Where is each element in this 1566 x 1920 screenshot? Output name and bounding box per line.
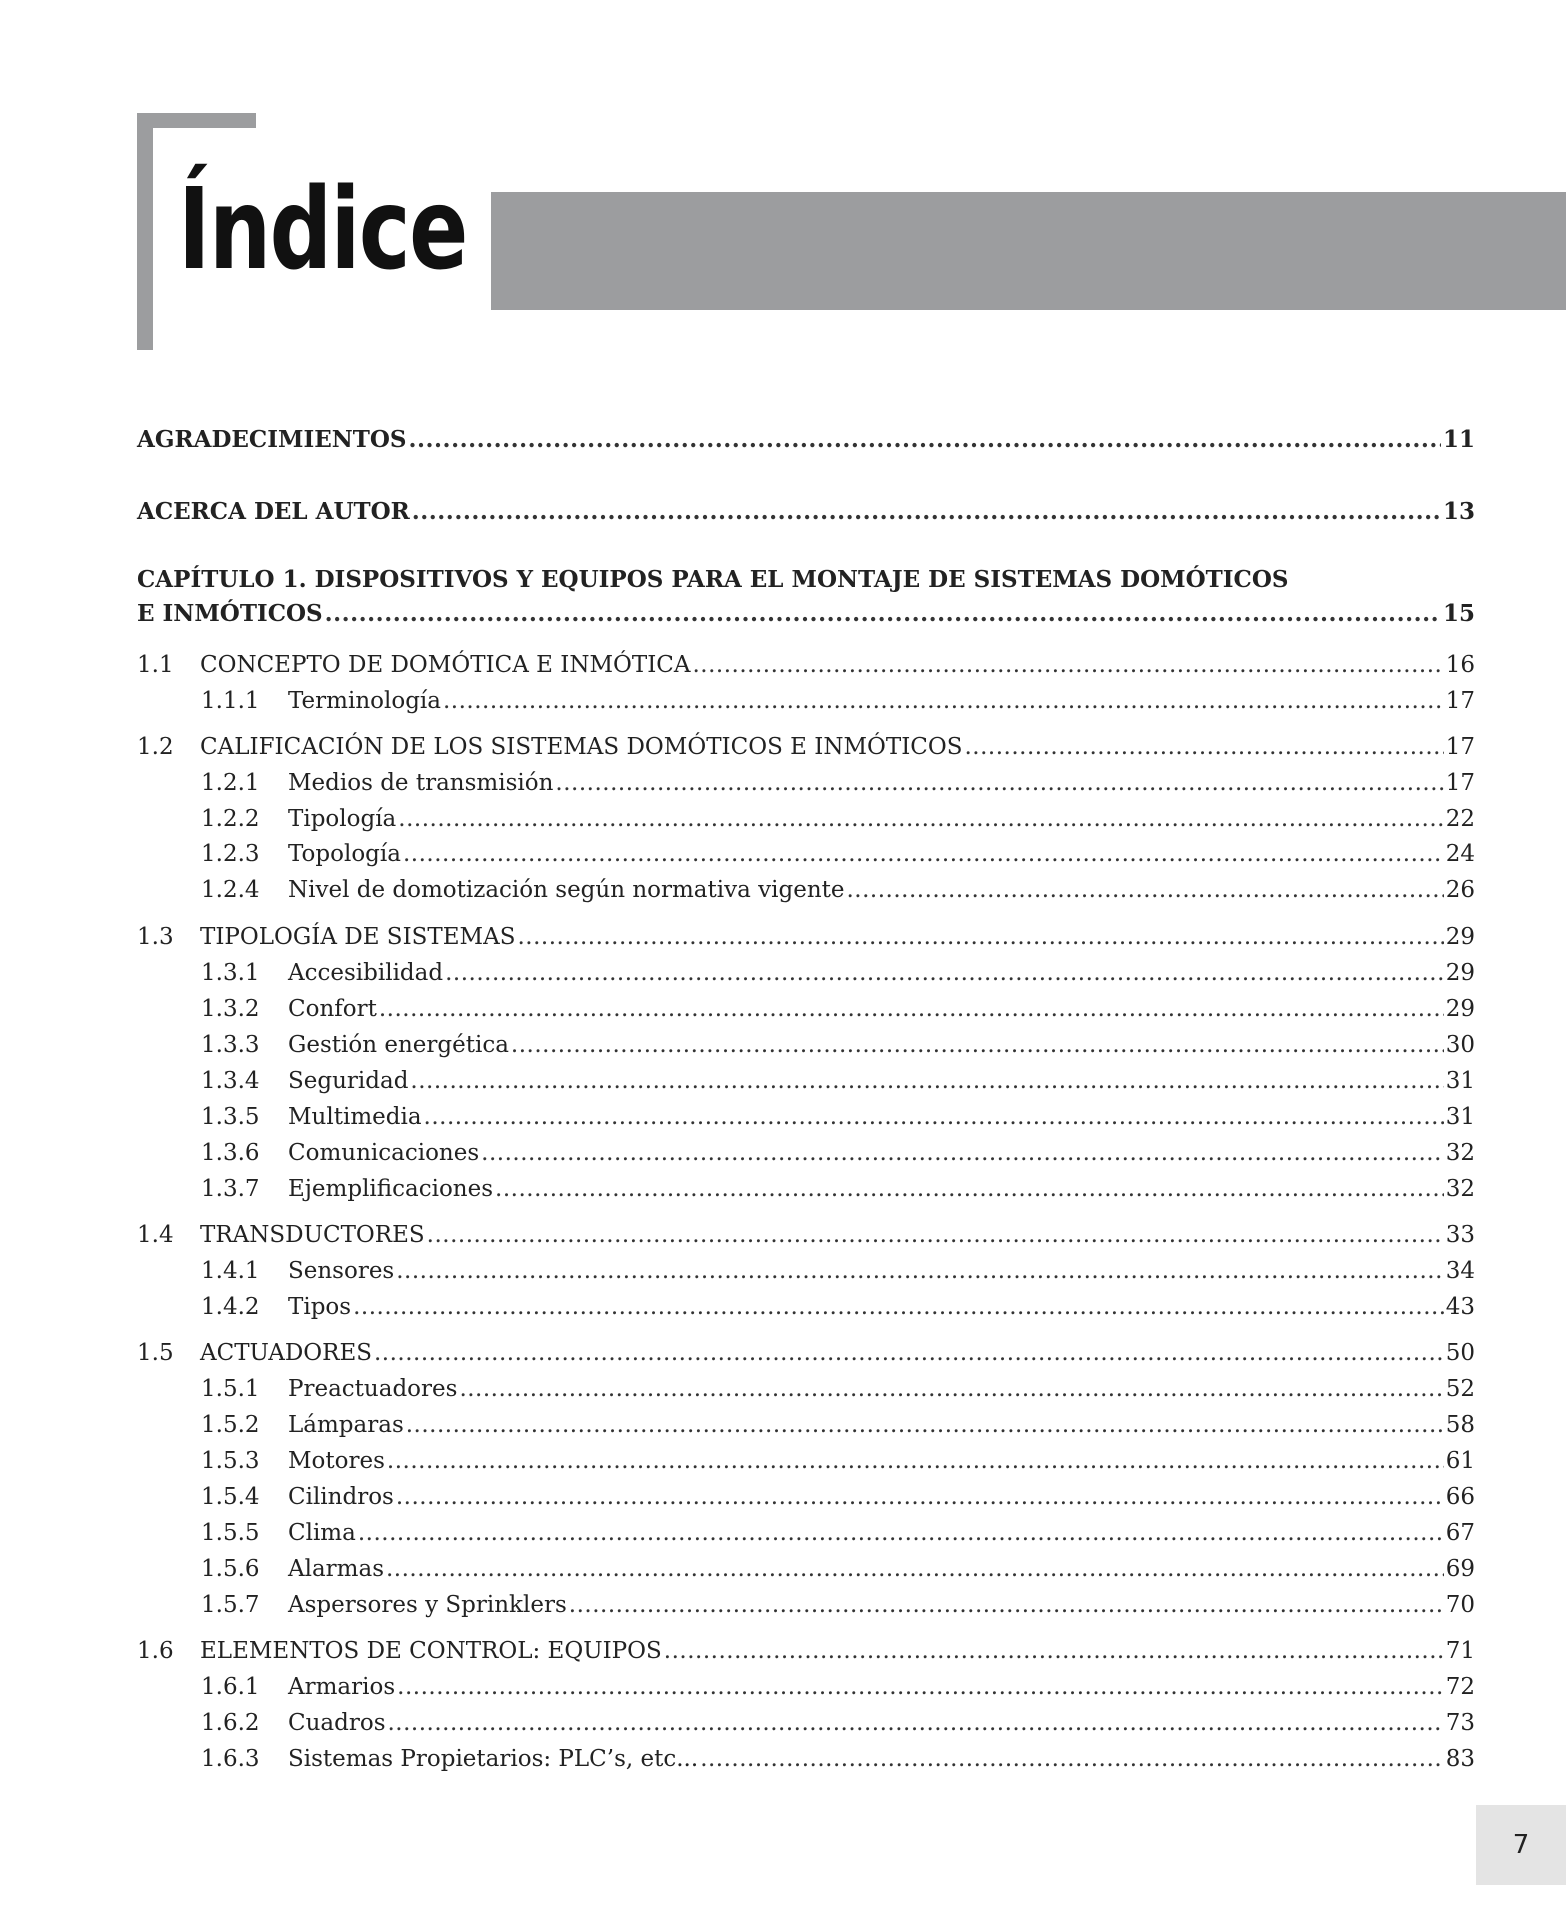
toc-page-number: 72: [1445, 1674, 1475, 1700]
page-number: 7: [1476, 1805, 1566, 1885]
toc-section-number: 1.5.3: [201, 1448, 260, 1474]
toc-page-number: 58: [1445, 1412, 1475, 1438]
toc-label: Tipología: [288, 806, 397, 832]
toc-label: Cuadros: [288, 1710, 386, 1736]
toc-page-number: 22: [1445, 806, 1475, 832]
toc-label: ACERCA DEL AUTOR: [137, 498, 410, 525]
toc-leader-dots: [396, 1482, 1444, 1512]
toc-entry[interactable]: [137, 1030, 1475, 1060]
toc-page-number: 43: [1445, 1294, 1475, 1320]
toc-leader-dots: [511, 1030, 1444, 1060]
toc-section-number: 1.5.7: [201, 1592, 260, 1618]
toc-label: Seguridad: [288, 1068, 409, 1094]
toc-page-number: 31: [1445, 1104, 1475, 1130]
toc-leader-dots: [517, 922, 1443, 952]
toc-page-number: 29: [1445, 996, 1475, 1022]
toc-page-number: 83: [1445, 1746, 1475, 1772]
toc-section-number: 1.3.7: [201, 1176, 260, 1202]
toc-label: ELEMENTOS DE CONTROL: EQUIPOS: [200, 1638, 662, 1664]
toc-label: E INMÓTICOS: [137, 600, 323, 627]
toc-section-number: 1.6.1: [201, 1674, 260, 1700]
toc-page-number: 29: [1445, 924, 1475, 950]
toc-leader-dots: [481, 1138, 1444, 1168]
toc-label: Tipos: [288, 1294, 352, 1320]
toc-leader-dots: [374, 1338, 1444, 1368]
toc-leader-dots: [403, 839, 1444, 869]
toc-leader-dots: [353, 1292, 1444, 1322]
toc-leader-dots: [555, 768, 1443, 798]
toc-label: Lámparas: [288, 1412, 404, 1438]
toc-leader-dots: [388, 1708, 1444, 1738]
title-bracket-horizontal: [137, 113, 256, 128]
toc-entry[interactable]: [137, 1374, 1475, 1404]
toc-leader-dots: [693, 650, 1444, 680]
toc-entry[interactable]: [137, 1554, 1475, 1584]
toc-leader-dots: [700, 1744, 1444, 1774]
toc-leader-dots: [386, 1554, 1444, 1584]
toc-page-number: 13: [1442, 498, 1475, 525]
toc-section-number: 1.5.6: [201, 1556, 260, 1582]
toc-section-number: 1.3.2: [201, 996, 260, 1022]
toc-page-number: 32: [1445, 1176, 1475, 1202]
toc-page-number: 71: [1445, 1638, 1475, 1664]
toc-section-number: 1.6.3: [201, 1746, 260, 1772]
toc-entry[interactable]: [137, 425, 1475, 455]
toc-leader-dots: [358, 1518, 1444, 1548]
toc-entry[interactable]: [137, 1292, 1475, 1322]
toc-leader-dots: [398, 804, 1443, 834]
toc-section-number: 1.5: [137, 1340, 174, 1366]
toc-leader-dots: [397, 1672, 1444, 1702]
toc-label: Topología: [288, 841, 401, 867]
toc-section-number: 1.1.1: [201, 688, 260, 714]
toc-page-number: 73: [1445, 1710, 1475, 1736]
toc-page-number: 50: [1445, 1340, 1475, 1366]
toc-label: Gestión energética: [288, 1032, 509, 1058]
toc-section-number: 1.5.1: [201, 1376, 260, 1402]
toc-section-number: 1.3.3: [201, 1032, 260, 1058]
toc-section-number: 1.2: [137, 734, 174, 760]
toc-entry[interactable]: [137, 1446, 1475, 1476]
toc-entry[interactable]: [137, 768, 1475, 798]
toc-label: Cilindros: [288, 1484, 394, 1510]
toc-page-number: 66: [1445, 1484, 1475, 1510]
toc-page-number: 24: [1445, 841, 1475, 867]
toc-entry[interactable]: [137, 1636, 1475, 1666]
toc-page-number: 61: [1445, 1448, 1475, 1474]
toc-section-number: 1.4.1: [201, 1258, 260, 1284]
toc-page-number: 52: [1445, 1376, 1475, 1402]
toc-page-number: 15: [1442, 600, 1475, 627]
title-band: [491, 192, 1566, 310]
toc-section-number: 1.6.2: [201, 1710, 260, 1736]
toc-label: Aspersores y Sprinklers: [288, 1592, 567, 1618]
toc-label: CONCEPTO DE DOMÓTICA E INMÓTICA: [200, 652, 691, 678]
toc-section-number: 1.3.4: [201, 1068, 260, 1094]
toc-section-number: 1.1: [137, 652, 174, 678]
toc-label: Accesibilidad: [288, 960, 444, 986]
toc-label: Armarios: [288, 1674, 396, 1700]
toc-label: Preactuadores: [288, 1376, 458, 1402]
toc-leader-dots: [412, 497, 1441, 527]
toc-entry[interactable]: [137, 804, 1475, 834]
toc-section-number: 1.6: [137, 1638, 174, 1664]
title-bracket-vertical: [137, 113, 153, 350]
toc-label: Sensores: [288, 1258, 395, 1284]
toc-label: CALIFICACIÓN DE LOS SISTEMAS DOMÓTICOS E INMÓTICOS: [200, 734, 963, 760]
toc-leader-dots: [664, 1636, 1444, 1666]
toc-entry[interactable]: [137, 497, 1475, 527]
toc-leader-dots: [325, 599, 1441, 629]
toc-leader-dots: [410, 1066, 1443, 1096]
toc-label: Comunicaciones: [288, 1140, 480, 1166]
toc-leader-dots: [495, 1174, 1444, 1204]
toc-entry[interactable]: [137, 1708, 1475, 1738]
toc-page-number: 31: [1445, 1068, 1475, 1094]
toc-entry[interactable]: [137, 732, 1475, 762]
toc-leader-dots: [379, 994, 1444, 1024]
toc-entry[interactable]: [137, 1590, 1475, 1620]
toc-entry[interactable]: [137, 1138, 1475, 1168]
toc-section-number: 1.3.1: [201, 960, 260, 986]
toc-entry[interactable]: [137, 1744, 1475, 1774]
toc-label: Multimedia: [288, 1104, 422, 1130]
toc-label: TIPOLOGÍA DE SISTEMAS: [200, 924, 516, 950]
toc-page-number: 17: [1445, 770, 1475, 796]
toc-page-number: 32: [1445, 1140, 1475, 1166]
toc-entry[interactable]: [137, 1256, 1475, 1286]
toc-entry[interactable]: [137, 1066, 1475, 1096]
toc-section-number: 1.5.2: [201, 1412, 260, 1438]
toc-page-number: 16: [1445, 652, 1475, 678]
toc-page-number: 70: [1445, 1592, 1475, 1618]
toc-page-number: 17: [1445, 734, 1475, 760]
toc-page-number: 29: [1445, 960, 1475, 986]
toc-label: Medios de transmisión: [288, 770, 554, 796]
toc-label: Motores: [288, 1448, 385, 1474]
page-title: Índice: [178, 165, 467, 295]
toc-leader-dots: [387, 1446, 1444, 1476]
toc-chapter-title-line: [137, 565, 1475, 595]
toc-section-number: 1.4.2: [201, 1294, 260, 1320]
toc-label: ACTUADORES: [200, 1340, 372, 1366]
toc-label: CAPÍTULO 1. DISPOSITIVOS Y EQUIPOS PARA EL MONTAJE DE SISTEMAS DOMÓTICOS: [137, 566, 1289, 593]
toc-page-number: 30: [1445, 1032, 1475, 1058]
toc-section-number: 1.3.6: [201, 1140, 260, 1166]
toc-entry[interactable]: [137, 1102, 1475, 1132]
toc-entry[interactable]: [137, 1338, 1475, 1368]
toc-page-number: 34: [1445, 1258, 1475, 1284]
toc-label: Ejemplificaciones: [288, 1176, 494, 1202]
toc-entry[interactable]: [137, 958, 1475, 988]
toc-entry[interactable]: [137, 1672, 1475, 1702]
toc-section-number: 1.5.5: [201, 1520, 260, 1546]
toc-label: Clima: [288, 1520, 356, 1546]
toc-section-number: 1.4: [137, 1222, 174, 1248]
toc-leader-dots: [427, 1220, 1444, 1250]
toc-section-number: 1.2.1: [201, 770, 260, 796]
toc-entry[interactable]: [137, 839, 1475, 869]
toc-leader-dots: [846, 875, 1443, 905]
toc-page-number: 67: [1445, 1520, 1475, 1546]
toc-label: Nivel de domotización según normativa vigente: [288, 877, 845, 903]
toc-leader-dots: [965, 732, 1444, 762]
toc-label: Sistemas Propietarios: PLC’s, etc...: [288, 1746, 699, 1772]
toc-leader-dots: [445, 958, 1444, 988]
toc-page-number: 33: [1445, 1222, 1475, 1248]
toc-section-number: 1.3.5: [201, 1104, 260, 1130]
toc-leader-dots: [443, 686, 1444, 716]
toc-entry[interactable]: [137, 875, 1475, 905]
toc-page-number: 17: [1445, 688, 1475, 714]
toc-label: TRANSDUCTORES: [200, 1222, 425, 1248]
toc-entry[interactable]: [137, 1220, 1475, 1250]
toc-entry[interactable]: [137, 922, 1475, 952]
toc-entry[interactable]: [137, 1174, 1475, 1204]
toc-leader-dots: [424, 1102, 1444, 1132]
toc-label: Alarmas: [288, 1556, 384, 1582]
toc-section-number: 1.2.4: [201, 877, 260, 903]
toc-leader-dots: [569, 1590, 1444, 1620]
toc-section-number: 1.2.2: [201, 806, 260, 832]
toc-section-number: 1.5.4: [201, 1484, 260, 1510]
toc-entry[interactable]: [137, 994, 1475, 1024]
toc-leader-dots: [459, 1374, 1443, 1404]
toc-section-number: 1.3: [137, 924, 174, 950]
toc-entry[interactable]: [137, 599, 1475, 629]
toc-label: AGRADECIMIENTOS: [137, 426, 407, 453]
toc-entry[interactable]: [137, 1410, 1475, 1440]
toc-page-number: 69: [1445, 1556, 1475, 1582]
toc-page-number: 11: [1442, 426, 1475, 453]
toc-page-number: 26: [1445, 877, 1475, 903]
toc-label: Terminología: [288, 688, 441, 714]
toc-leader-dots: [396, 1256, 1443, 1286]
toc-label: Confort: [288, 996, 377, 1022]
toc-section-number: 1.2.3: [201, 841, 260, 867]
toc-leader-dots: [409, 425, 1441, 455]
toc-leader-dots: [406, 1410, 1444, 1440]
toc-entry[interactable]: [137, 650, 1475, 680]
toc-entry[interactable]: [137, 1482, 1475, 1512]
toc-entry[interactable]: [137, 686, 1475, 716]
toc-entry[interactable]: [137, 1518, 1475, 1548]
